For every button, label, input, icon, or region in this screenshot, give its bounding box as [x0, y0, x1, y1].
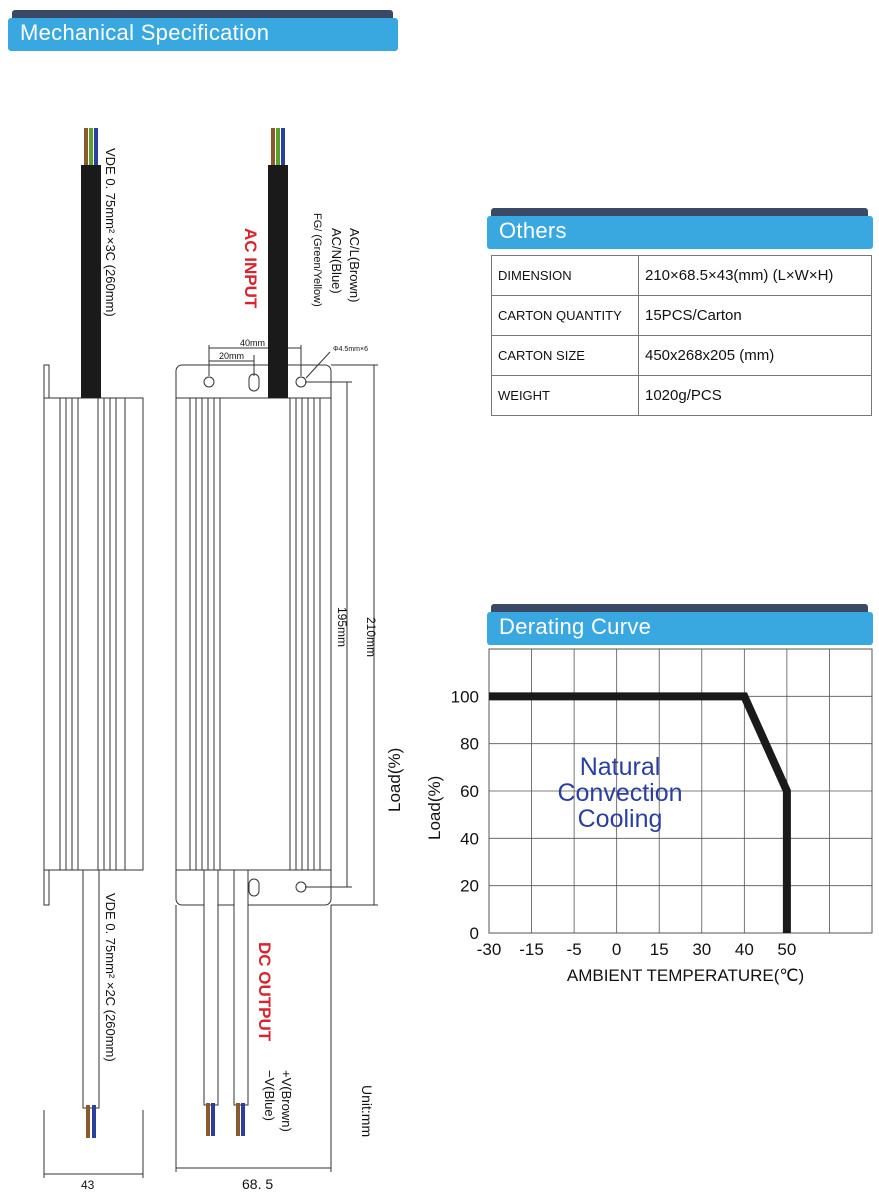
- table-value: 1020g/PCS: [639, 376, 872, 416]
- top-cable-spec: VDE 0. 75mm² ×3C (260mm): [103, 148, 118, 317]
- x-tick-label: 30: [692, 940, 712, 959]
- table-value: 15PCS/Carton: [639, 296, 872, 336]
- dim-68: 68. 5: [242, 1176, 274, 1192]
- hole-spec: Φ4.5mm×6: [333, 346, 368, 353]
- x-tick-label: 50: [777, 940, 797, 959]
- v-minus-label: −V(Blue): [262, 1070, 277, 1121]
- chart-ylabel: Load(%): [425, 775, 444, 840]
- table-row: [492, 296, 872, 336]
- annotation-line: Convection: [557, 779, 683, 807]
- y-tick-label: 0: [469, 924, 479, 943]
- x-tick-label: 40: [734, 940, 754, 959]
- x-tick-label: 15: [649, 940, 669, 959]
- derating-chart: [425, 649, 872, 985]
- fg-label: FG/ (Green/Yellow): [311, 213, 323, 307]
- table-key: WEIGHT: [492, 376, 639, 416]
- table-key: CARTON SIZE: [492, 336, 639, 376]
- derating-line: [489, 696, 787, 933]
- others-title: Others: [487, 216, 873, 249]
- ac-l-label: AC/L(Brown): [347, 228, 362, 303]
- y-tick-label: 100: [450, 687, 479, 707]
- annotation-line: Natural: [579, 753, 661, 781]
- dim-195: 195mm: [335, 607, 349, 648]
- ac-cable-side: [81, 165, 101, 398]
- table-row: [492, 256, 872, 296]
- mount-hole: [204, 377, 214, 387]
- chart-ylabel-outer: Load(%): [385, 747, 404, 812]
- mount-hole: [296, 377, 306, 387]
- ac-wire-ends: [84, 128, 285, 165]
- bottom-cable-spec: VDE 0. 75mm² ×2C (260mm): [103, 893, 118, 1062]
- table-row: [492, 376, 872, 416]
- mount-tab-bottom: [44, 870, 49, 905]
- y-tick-label: 60: [460, 782, 479, 801]
- dim-20: 20mm: [219, 351, 245, 361]
- table-row: [492, 336, 872, 376]
- mechanical-title: Mechanical Specification: [8, 18, 398, 51]
- x-tick-label: 0: [611, 940, 622, 959]
- dim-210: 210mm: [364, 617, 378, 658]
- ac-n-label: AC/N(Blue): [329, 228, 344, 294]
- derating-header: [487, 604, 873, 646]
- derating-title: Derating Curve: [487, 612, 873, 645]
- mount-tab-top: [44, 365, 49, 398]
- chart-frame: [489, 649, 872, 933]
- annotation-line: Cooling: [577, 805, 663, 833]
- unit-label: Unit:mm: [359, 1085, 375, 1138]
- table-key: DIMENSION: [492, 256, 639, 296]
- dc-wire-ends: [86, 1103, 245, 1138]
- y-tick-label: 20: [460, 876, 479, 896]
- y-tick-label: 40: [460, 829, 479, 849]
- v-plus-label: +V(Brown): [279, 1070, 294, 1132]
- chart-xlabel: AMBIENT TEMPERATURE(℃): [566, 966, 805, 985]
- others-header: [487, 208, 873, 250]
- others-table: [491, 255, 872, 416]
- table-key: CARTON QUANTITY: [492, 296, 639, 336]
- y-tick-label: 80: [460, 734, 479, 754]
- dc-output-label: DC OUTPUT: [255, 942, 274, 1042]
- x-tick-label: -30: [476, 940, 502, 959]
- table-value: 450x268x205 (mm): [639, 336, 872, 376]
- top-view-body: [176, 365, 331, 905]
- mount-slot: [249, 374, 259, 391]
- ac-cable-top: [268, 165, 288, 398]
- dim-43: 43: [81, 1178, 95, 1192]
- ac-input-label: AC INPUT: [241, 228, 260, 309]
- side-view-body: [44, 398, 143, 870]
- mount-slot: [249, 879, 259, 896]
- table-value: 210×68.5×43(mm) (L×W×H): [639, 256, 872, 296]
- mechanical-header: [8, 10, 398, 52]
- x-tick-label: -5: [566, 940, 582, 959]
- dim-40: 40mm: [240, 338, 266, 348]
- x-tick-label: -15: [519, 940, 544, 959]
- mount-hole: [296, 882, 306, 892]
